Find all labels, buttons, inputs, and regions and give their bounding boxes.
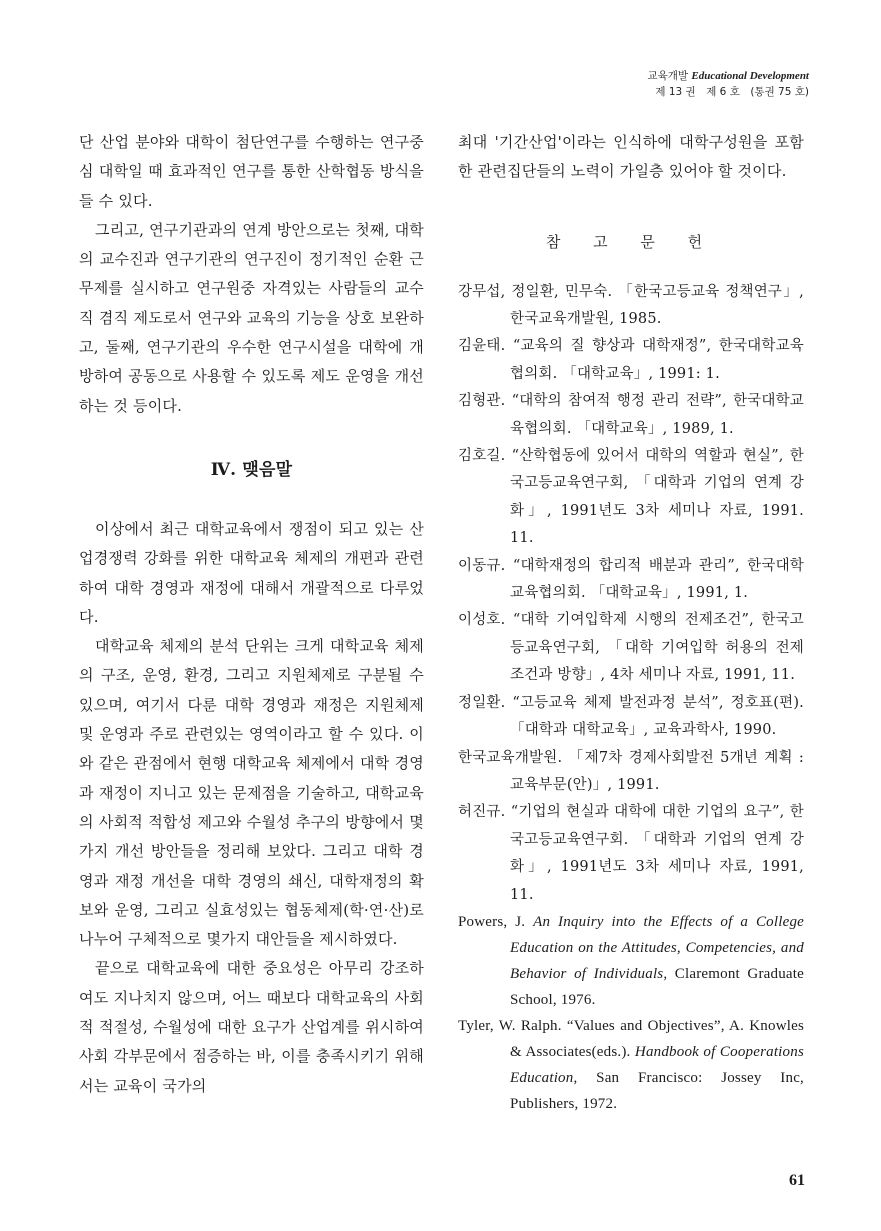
reference-item: 한국교육개발원. 「제7차 경제사회발전 5개년 계획 : 교육부문(안)」, 1991.	[458, 749, 804, 793]
reference-list	[458, 279, 804, 1117]
reference-item: 허진규. “기업의 현실과 대학에 대한 기업의 요구”, 한국고등교육연구회. 「대학과 기업의 연계 강화」, 1991년도 3차 세미나 자료, 1991, 11.	[458, 804, 804, 903]
reference-item: 김형관. “대학의 참여적 행정 관리 전략”, 한국대학교육협의회. 「대학교육」, 1989, 1.	[458, 393, 804, 437]
reference-item-tyler	[458, 1013, 804, 1117]
left-paragraph-3: 이상에서 최근 대학교육에서 쟁점이 되고 있는 산업경쟁력 강화를 위한 대학교육 체제의 개편과 관련하여 대학 경영과 재정에 대해서 개괄적으로 다루었다.	[79, 519, 424, 626]
right-paragraph-1: 최대 '기간산업'이라는 인식하에 대학구성원을 포함한 관련집단들의 노력이 가일층 있어야 할 것이다.	[458, 133, 804, 181]
reference-item: 김호길. “산학협동에 있어서 대학의 역할과 현실”, 한국고등교육연구회, 「대학과 기업의 연계 강화」, 1991년도 3차 세미나 자료, 1991. 11.	[458, 448, 804, 547]
reference-item: 정일환. “고등교육 체제 발전과정 분석”, 정호표(편). 「대학과 대학교육」, 교육과학사, 1990.	[458, 694, 804, 739]
reference-title: Handbook of Cooperations Education	[510, 1043, 804, 1086]
left-paragraph-5: 끝으로 대학교육에 대한 중요성은 아무리 강조하여도 지나치지 않으며, 어느 때보다 대학교육의 사회적 적절성, 수월성에 대한 요구가 산업계를 위시하여 사회 각부문에서 점증하는 바, 이를 충족시키기 위해서는 교육이 국가의	[79, 959, 424, 1095]
page-number: 61	[789, 1172, 805, 1189]
reference-item: 김윤태. “교육의 질 향상과 대학재정”, 한국대학교육협의회. 「대학교육」, 1991: 1.	[458, 338, 804, 382]
left-paragraph-4: 대학교육 체제의 분석 단위는 크게 대학교육 체제의 구조, 운영, 환경, 그리고 지원체제로 구분될 수 있으며, 여기서 다룬 대학 경영과 재정은 지원체제 및 운영과 주로 관련있는 영역이라고 할 수 있다. 이와 같은 관점에서 현행 대학교육 체제에서 대학 경영과 재정이 지니고 있는 문제점을 기술하고, 대학교육의 사회적 적합성 제고와 수월성 추구의 방향에서 몇가지 개선 방안들을 정리해 보았다. 그리고 대학 경영과 재정 개선을 대학 경영의 쇄신, 대학재정의 확보와 운영, 그리고 실효성있는 협동체제(학·연·산)로 나누어 구체적으로 몇가지 대안들을 제시하였다.	[79, 637, 424, 949]
left-paragraph-2: 그리고, 연구기관과의 연계 방안으로는 첫째, 대학의 교수진과 연구기관의 연구진이 정기적인 순환 근무제를 실시하고 연구원중 자격있는 사람들의 교수직 겸직 제도로서 연구와 교육의 기능을 상호 보완하고, 둘째, 연구기관의 우수한 연구시설을 대학에 개방하여 공동으로 사용할 수 있도록 제도 운영을 개선하는 것 등이다.	[79, 220, 424, 415]
reference-item-powers	[458, 909, 804, 1013]
reference-item: 이성호. “대학 기여입학제 시행의 전제조건”, 한국고등교육연구회, 「대학 기여입학 허용의 전제조건과 방향」, 4차 세미나 자료, 1991, 11.	[458, 612, 804, 684]
references-title: 참 고 문 헌	[545, 232, 717, 251]
left-column	[79, 128, 424, 1101]
issue-info: 제 13 권 제 6 호 (통권 75 호)	[655, 86, 809, 98]
reference-item: 이동규. “대학재정의 합리적 배분과 관리”, 한국대학교육협의회. 「대학교육」, 1991, 1.	[458, 557, 804, 602]
reference-item: 강무섭, 정일환, 민무숙. 「한국고등교육 정책연구」, 한국교육개발원, 1985.	[458, 283, 804, 327]
journal-name-en: Educational Development	[691, 70, 809, 82]
journal-name	[647, 68, 809, 84]
left-paragraph-1: 단 산업 분야와 대학이 첨단연구를 수행하는 연구중심 대학일 때 효과적인 연구를 통한 산학협동 방식을 들 수 있다.	[79, 133, 424, 210]
running-header	[647, 68, 809, 100]
reference-publisher: , Claremont Graduate School, 1976.	[510, 965, 804, 1008]
reference-title: An Inquiry into the Effects of a College Education on the Attitudes, Competencies, and Behavior of Individuals	[510, 913, 804, 982]
reference-publisher: , San Francisco: Jossey Inc, Publishers, 1972.	[510, 1069, 804, 1112]
right-column	[458, 128, 804, 1117]
journal-name-ko: 교육개발	[647, 70, 689, 82]
section-title: Ⅳ. 맺음말	[210, 459, 293, 480]
reference-authors: Tyler, W. Ralph. “Values and Objectives”, A. Knowles & Associates(eds.).	[458, 1017, 804, 1060]
reference-authors: Powers, J.	[458, 913, 534, 930]
